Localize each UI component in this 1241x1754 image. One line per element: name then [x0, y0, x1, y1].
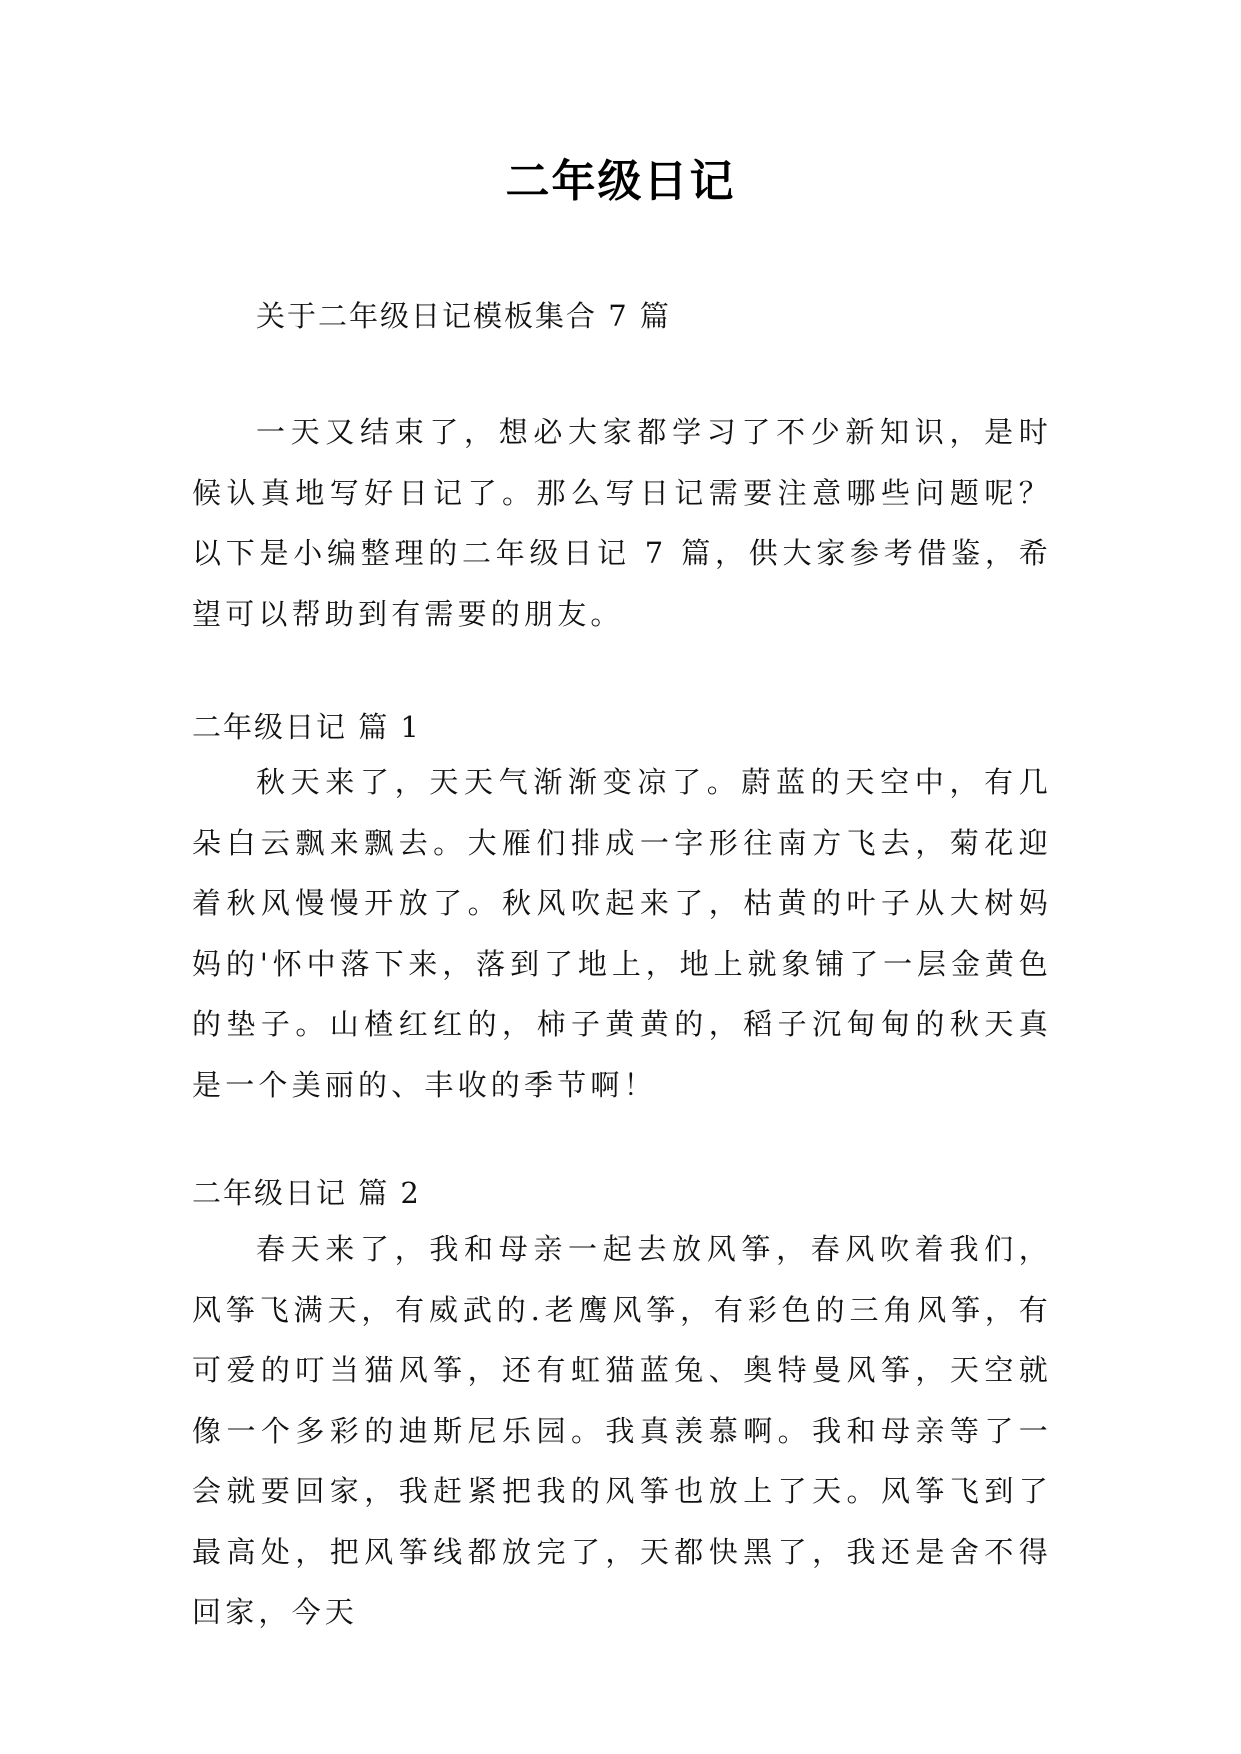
section-body: 春天来了，我和母亲一起去放风筝，春风吹着我们，风筝飞满天，有威武的.老鹰风筝，有彩色的三角风筝，有可爱的叮当猫风筝，还有虹猫蓝兔、奥特曼风筝，天空就像一个多彩的迪斯尼乐园。我真羡慕啊。我和母亲等了一会就要回家，我赶紧把我的风筝也放上了天。风筝飞到了最高处，把风筝线都放完了，天都快黑了，我还是舍不得回家，今天	[192, 1232, 1052, 1629]
section-heading: 二年级日记 篇 1	[192, 710, 421, 744]
intro-paragraph: 一天又结束了，想必大家都学习了不少新知识，是时候认真地写好日记了。那么写日记需要注意哪些问题呢？以下是小编整理的二年级日记 7 篇，供大家参考借鉴，希望可以帮助到有需要的朋友。	[192, 415, 1052, 631]
document-subtitle: 关于二年级日记模板集合 7 篇	[256, 299, 671, 333]
document-title: 二年级日记	[505, 156, 736, 207]
section-heading: 二年级日记 篇 2	[192, 1176, 421, 1210]
section-body: 秋天来了，天天气渐渐变凉了。蔚蓝的天空中，有几朵白云飘来飘去。大雁们排成一字形往南方飞去，菊花迎着秋风慢慢开放了。秋风吹起来了，枯黄的叶子从大树妈妈的'怀中落下来，落到了地上，地上就象铺了一层金黄色的垫子。山楂红红的，柿子黄黄的，稻子沉甸甸的秋天真是一个美丽的、丰收的季节啊！	[192, 765, 1052, 1102]
